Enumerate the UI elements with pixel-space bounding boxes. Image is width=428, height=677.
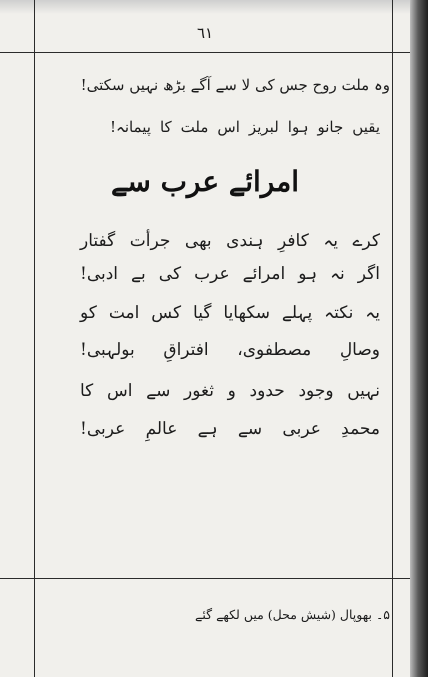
verse-line-6: محمدِ عربی سے ہے عالمِ عربی! xyxy=(80,419,380,439)
footnote-rule xyxy=(0,578,410,579)
right-margin-line xyxy=(392,0,393,677)
left-margin-line xyxy=(34,0,35,677)
book-spine-edge xyxy=(410,0,428,677)
couplet-line-1: وہ ملت روح جس کی لا سے آگے بڑھ نہیں سکتی! xyxy=(80,76,390,94)
page-number: ٦١ xyxy=(196,24,214,42)
verse-line-1: کرے یہ کافرِ ہندی بھی جرأت گفتار xyxy=(80,231,380,251)
verse-line-2: اگر نہ ہو امرائے عرب کی بے ادبی! xyxy=(80,264,380,284)
verse-line-5: نہیں وجود حدود و ثغور سے اس کا xyxy=(80,381,380,401)
verse-line-4: وصالِ مصطفوی، افتراقِ بولہبی! xyxy=(80,340,380,360)
header-rule xyxy=(0,52,410,53)
poem-title: امرائے عرب سے xyxy=(110,165,300,198)
couplet-line-2: یقیں جانو ہوا لبریز اس ملت کا پیمانہ! xyxy=(110,118,380,136)
page-top-shadow xyxy=(0,0,410,14)
verse-line-3: یہ نکتہ پہلے سکھایا گیا کس امت کو xyxy=(80,303,380,323)
footnote: ۵۔ بھوپال (شیش محل) میں لکھے گئے xyxy=(195,607,390,622)
